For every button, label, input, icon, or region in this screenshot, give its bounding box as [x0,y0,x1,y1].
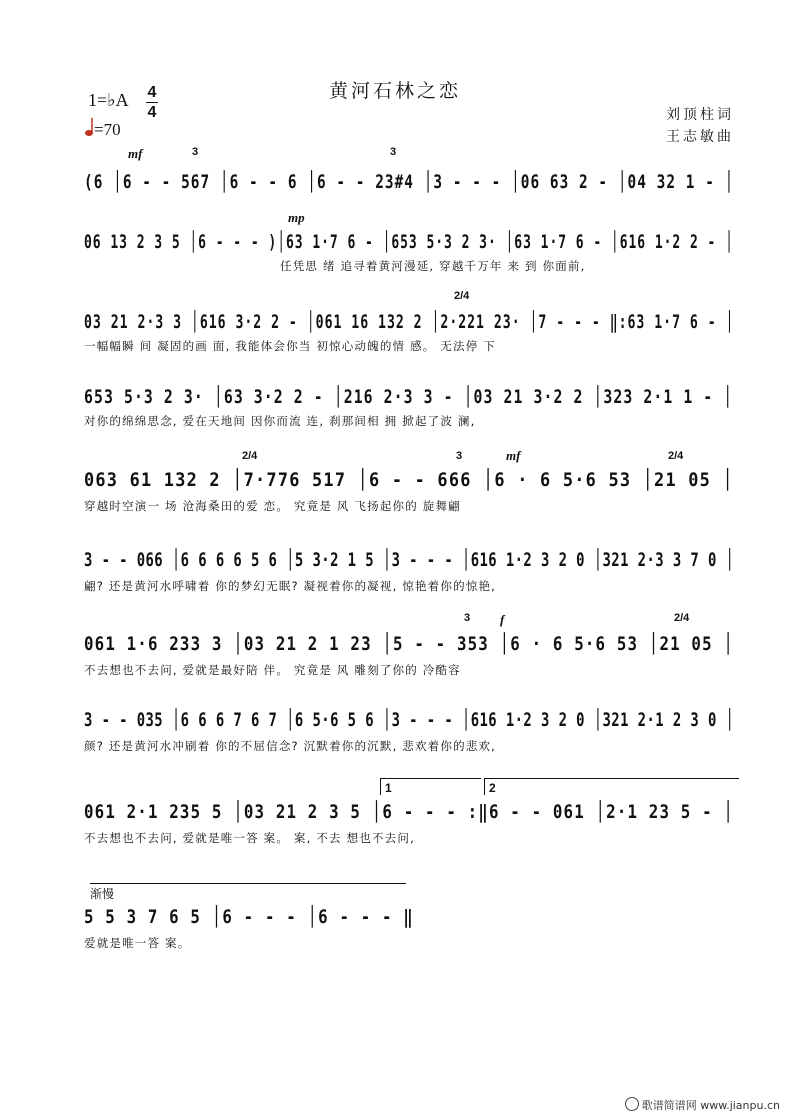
notes-line-10: 5 5 3 7 6 5 │6 - - - │6 - - - ‖ [84,906,414,928]
triplet-marker-4: 3 [464,612,471,624]
time-change-2-4-d: 2/4 [674,612,690,624]
lyrics-line-7: 不去想也不去问, 爱就是最好陪 伴。 究竟是 风 雕刻了你的 冷酷容 [84,663,461,677]
quarter-note-icon [84,117,94,137]
triplet-marker-2: 3 [390,146,397,158]
time-change-2-4: 2/4 [454,290,470,302]
dynamic-mp: mp [288,210,305,225]
lyrics-line-9: 不去想也不去问, 爱就是唯一答 案。 案, 不去 想也不去问, [84,831,415,845]
volta-first-number: 1 [385,781,392,795]
song-title: 黄河石林之恋 [328,80,461,102]
lyrics-line-3: 一幅幅瞬 间 凝固的画 面, 我能体会你当 初惊心动魄的情 感。 无法停 下 [84,339,496,353]
lyrics-line-8: 颜? 还是黄河水冲刷着 你的不屈信念? 沉默着你的沉默, 悲欢着你的悲欢, [84,739,497,753]
volta-second [484,778,739,795]
site-footer [625,1097,780,1113]
tempo-value: =70 [94,120,121,139]
notes-line-8: 3 - - 035 │6 6 6 7 6 7 │6 5·6 5 6 │3 - - - │616 1·2 3 2 0 │321 2·1 2 3 0 │ [84,709,735,731]
notes-line-2: 06 13 2 3 5 │6 - - - )│63 1·7 6 - │653 5·3 2 3· │63 1·7 6 - │616 1·2 2 - │ [84,231,734,253]
notes-line-4: 653 5·3 2 3· │63 3·2 2 - │216 2·3 3 - │03 21 3·2 2 │323 2·1 1 - │ [84,386,734,408]
lyrics-line-6: 翩? 还是黄河水呼啸着 你的梦幻无眠? 凝视着你的凝视, 惊艳着你的惊艳, [84,579,497,593]
site-logo-icon [625,1097,639,1111]
time-change-2-4-c: 2/4 [668,450,684,462]
lyrics-line-2: 任凭思 绪 追寻着黄河漫延, 穿越千万年 来 到 你面前, [280,259,586,273]
site-footer-text: 歌谱简谱网 www.jianpu.cn [641,1099,780,1112]
composer-credit: 王志敏曲 [666,129,734,145]
time-signature-numerator: 4 [147,84,157,101]
notes-line-1: (6 │6 - - 567 │6 - - 6 │6 - - 23#4 │3 - - - │06 63 2 - │04 32 1 - │ [84,171,735,193]
notes-line-6: 3 - - 066 │6 6 6 6 5 6 │5 3·2 1 5 │3 - - - │616 1·2 3 2 0 │321 2·3 3 7 0 │ [84,549,735,571]
volta-second-number: 2 [489,781,496,795]
volta-first [380,778,481,795]
key-signature: 1=♭A [88,90,129,110]
lyrics-line-4: 对你的绵绵思念, 爱在天地间 因你而流 连, 刹那间相 拥 掀起了波 澜, [84,414,476,428]
time-change-2-4-b: 2/4 [242,450,258,462]
time-signature-denominator: 4 [147,104,157,121]
dynamic-mf-2: mf [506,448,521,463]
lyrics-line-5: 穿越时空演一 场 沧海桑田的爱 恋。 究竟是 风 飞扬起你的 旋舞翩 [84,499,461,513]
notes-line-5: 063 61 132 2 │7·776 517 │6 - - 666 │6 · 6 5·6 53 │21 05 │ [84,469,734,491]
triplet-marker-3: 3 [456,450,463,462]
triplet-marker: 3 [192,146,199,158]
lyrics-line-10: 爱就是唯一答 案。 [84,936,191,950]
tempo-marking [84,117,121,140]
notes-line-3: 03 21 2·3 3 │616 3·2 2 - │061 16 132 2 │2·221 23· │7 - - - ‖:63 1·7 6 - │ [84,311,735,333]
notes-line-7: 061 1·6 233 3 │03 21 2 1 23 │5 - - 353 │6 · 6 5·6 53 │21 05 │ [84,633,735,655]
time-signature-bar [146,102,158,103]
lyricist-credit: 刘顶柱词 [666,107,734,123]
time-signature [146,84,158,121]
ritardando-marking: 渐慢 [90,883,406,902]
notes-line-9: 061 2·1 235 5 │03 21 2 3 5 │6 - - - :‖6 - - 061 │2·1 23 5 - │ [84,801,735,823]
dynamic-mf: mf [128,146,143,161]
dynamic-f: f [500,612,505,627]
